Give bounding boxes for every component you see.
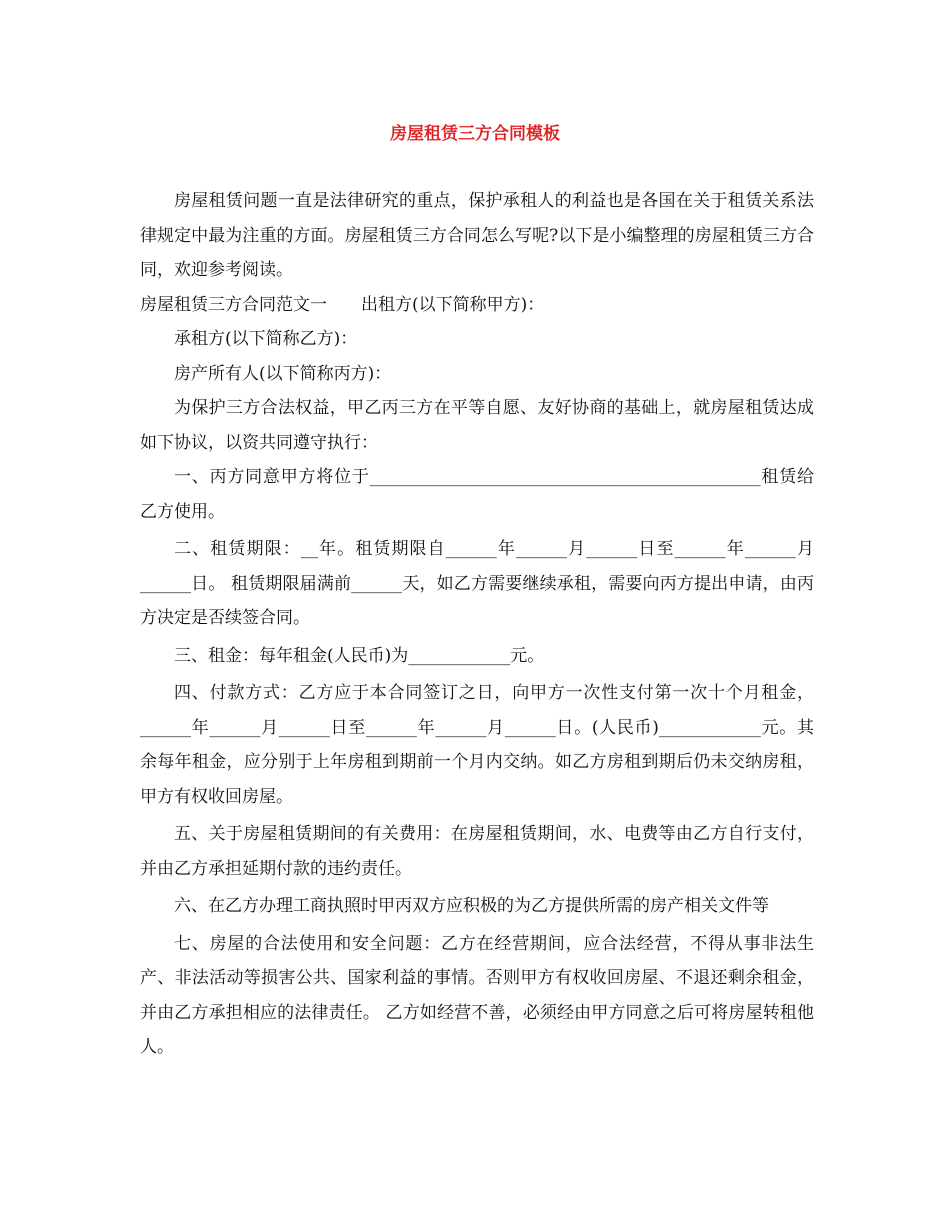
clause-7: 七、房屋的合法使用和安全问题：乙方在经营期间，应合法经营，不得从事非法生产、非法活动等损害公共、国家利益的事情。否则甲方有权收回房屋、不退还剩余租金，并由乙方承担相应的法律责任。 乙方如经营不善，必须经由甲方同意之后可将房屋转租他人。 (140, 933, 814, 1057)
clause-1: 一、丙方同意甲方将位于______________________________________________租赁给乙方使用。 (140, 467, 814, 522)
intro-paragraph: 房屋租赁问题一直是法律研究的重点，保护承租人的利益也是各国在关于租赁关系法律规定中最为注重的方面。房屋租赁三方合同怎么写呢?以下是小编整理的房屋租赁三方合同，欢迎参考阅读。 (140, 191, 814, 280)
preamble-paragraph: 为保护三方合法权益，甲乙丙三方在平等自愿、友好协商的基础上，就房屋租赁达成如下协议，以资共同遵守执行： (140, 398, 814, 453)
clause-4: 四、付款方式：乙方应于本合同签订之日，向甲方一次性支付第一次十个月租金， ______年______月______日至______年______月______日。(人民币)____________元。其余每年租金，应分别于上年房租到期前一个月内交纳。如乙方房租到期后仍未交纳房租，甲方有权收回房屋。 (140, 683, 814, 807)
document-body (140, 184, 814, 1065)
party-b-line: 承租方(以下简称乙方)： (174, 329, 358, 349)
clause-2: 二、租赁期限：__年。租赁期限自______年______月______日至______年______月______日。 租赁期限届满前______天，如乙方需要继续承租，需要向丙方提出申请，由丙方决定是否续签合同。 (140, 539, 814, 628)
clause-3: 三、租金：每年租金(人民币)为____________元。 (174, 645, 545, 666)
clause-5: 五、关于房屋租赁期间的有关费用：在房屋租赁期间，水、电费等由乙方自行支付，并由乙方承担延期付款的违约责任。 (140, 824, 814, 879)
party-c-line: 房产所有人(以下简称丙方)： (174, 363, 392, 384)
document-title: 房屋租赁三方合同模板 (390, 124, 560, 144)
clause-6: 六、在乙方办理工商执照时甲丙双方应积极的为乙方提供所需的房产相关文件等 (174, 896, 769, 916)
sample-heading-line: 房屋租赁三方合同范文一 出租方(以下简称甲方)： (140, 294, 545, 315)
